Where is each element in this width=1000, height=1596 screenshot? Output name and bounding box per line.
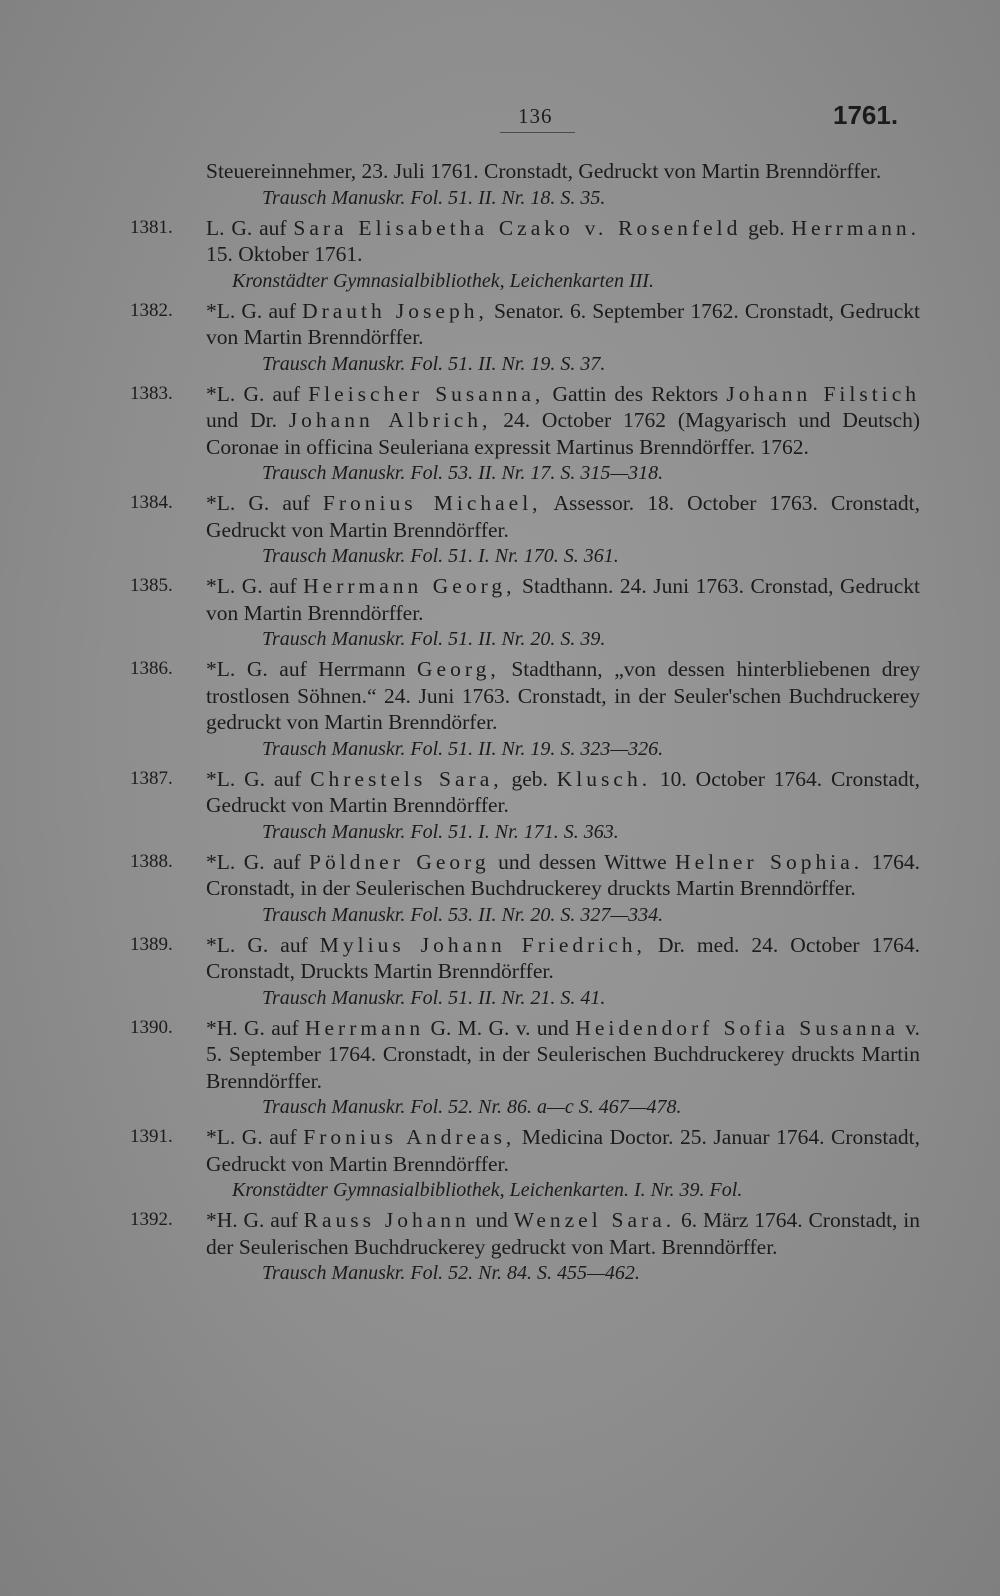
bibliography-entry bbox=[130, 158, 920, 212]
entry-text bbox=[206, 932, 920, 985]
entry-name-spaced: Herrmann bbox=[304, 1015, 425, 1040]
bibliography-entry bbox=[130, 849, 920, 929]
entry-number: 1390. bbox=[130, 1016, 173, 1038]
entry-number: 1388. bbox=[130, 850, 173, 872]
entry-name-spaced: Heidendorf Sofia Susanna bbox=[575, 1015, 899, 1040]
entry-citation: Kronstädter Gymnasialbibliothek, Leichenkarten. I. Nr. 39. Fol. bbox=[232, 1179, 743, 1201]
entry-text-run: Medicina Doctor. 25. Januar 1764. Cronstadt, Gedruckt von Martin Brenndörffer. bbox=[206, 1125, 920, 1176]
entry-name-spaced: Herrmann Georg, bbox=[303, 574, 516, 598]
bibliography-entry bbox=[130, 1124, 920, 1204]
entry-text-run: *L. G. auf bbox=[206, 298, 303, 323]
bibliography-entry bbox=[130, 573, 920, 653]
entry-text bbox=[206, 766, 920, 819]
entry-number: 1382. bbox=[130, 299, 173, 321]
entry-citation: Trausch Manuskr. Fol. 51. II. Nr. 20. S. 39. bbox=[262, 628, 606, 650]
bibliography-entry bbox=[130, 381, 920, 488]
entry-name-spaced: Rauss Johann bbox=[303, 1208, 470, 1232]
entry-text bbox=[206, 381, 920, 461]
entry-text bbox=[206, 849, 920, 902]
entry-number: 1391. bbox=[130, 1126, 173, 1147]
entry-text-run: geb. bbox=[741, 215, 792, 240]
entry-text-run: und Dr. bbox=[206, 408, 289, 432]
entry-text-run: *H. G. auf bbox=[206, 1015, 305, 1040]
entry-citation: Trausch Manuskr. Fol. 52. Nr. 84. S. 455—462. bbox=[262, 1262, 640, 1284]
entry-text-run: Assessor. 18. October 1763. Cronstadt, Gedruckt von Martin Brenndörffer. bbox=[206, 491, 920, 542]
entry-name-spaced: Georg, bbox=[417, 657, 500, 681]
entry-text-run: *L. G. auf Herrmann bbox=[206, 657, 418, 681]
entry-name-spaced: Johann Albrich, bbox=[288, 408, 492, 432]
bibliography-entry bbox=[130, 1015, 920, 1122]
entry-text-run: und bbox=[469, 1208, 514, 1232]
entry-name-spaced: Drauth Joseph, bbox=[302, 298, 488, 323]
entry-text-run: *L. G. auf bbox=[206, 574, 304, 598]
entry-text bbox=[206, 573, 920, 626]
entry-text-run: 24. October 1762 (Magyarisch und Deutsch) Coronae in officina Seuleriana expressit Martinus Brenndörffer. 1762. bbox=[206, 408, 920, 459]
entry-name-spaced: Fleischer Susanna, bbox=[308, 381, 545, 406]
entry-text-run: *L. G. auf bbox=[206, 381, 309, 406]
entry-text-run: Dr. med. 24. October 1764. Cronstadt, Druckts Martin Brenndörffer. bbox=[206, 932, 920, 983]
entry-citation: Trausch Manuskr. Fol. 51. II. Nr. 18. S. 35. bbox=[262, 186, 606, 209]
entry-number: 1386. bbox=[130, 658, 173, 679]
entry-text-run: G. M. G. v. und bbox=[424, 1015, 576, 1040]
entry-text bbox=[206, 1124, 920, 1177]
entry-number: 1384. bbox=[130, 492, 173, 513]
entry-list bbox=[130, 158, 920, 1290]
entry-name-spaced: Fronius Michael, bbox=[322, 491, 542, 515]
entry-name-spaced: Mylius Johann Friedrich, bbox=[319, 932, 646, 957]
entry-text-run: geb. bbox=[502, 766, 557, 791]
page-header bbox=[0, 100, 1000, 140]
entry-name-spaced: Pöldner Georg bbox=[308, 849, 490, 874]
entry-text-run: und dessen Wittwe bbox=[489, 849, 676, 874]
entry-text-run: v. 5. September 1764. Cronstadt, in der Seulerischen Buchdruckerey druckts Martin Brenndörffer. bbox=[206, 1015, 921, 1093]
entry-name-spaced: Sara Elisabetha Czako v. Rosenfeld bbox=[293, 215, 742, 240]
entry-text-run: Senator. 6. September 1762. Cronstadt, Gedruckt von Martin Brenndörffer. bbox=[206, 298, 920, 349]
entry-text-run: *L. G. auf bbox=[206, 766, 311, 791]
entry-text bbox=[206, 656, 920, 736]
entry-citation: Trausch Manuskr. Fol. 51. I. Nr. 171. S. 363. bbox=[262, 820, 619, 843]
bibliography-entry bbox=[130, 490, 920, 570]
bibliography-entry bbox=[130, 766, 920, 846]
entry-text-run: 1764. Cronstadt, in der Seulerischen Buchdruckerey druckts Martin Brenndörffer. bbox=[206, 849, 921, 900]
entry-text-run: *L. G. auf bbox=[206, 932, 320, 957]
bibliography-entry bbox=[130, 1207, 920, 1287]
entry-text-run: *L. G. auf bbox=[206, 849, 309, 874]
entry-name-spaced: Chrestels Sara, bbox=[310, 766, 503, 791]
entry-text-run: Gattin des Rektors bbox=[544, 381, 727, 406]
bibliography-entry bbox=[130, 298, 920, 378]
entry-citation: Trausch Manuskr. Fol. 53. II. Nr. 20. S. 327—334. bbox=[262, 903, 664, 926]
entry-text-run: 6. März 1764. Cronstadt, in der Seulerischen Buchdruckerey gedruckt von Mart. Brenndörffer. bbox=[206, 1208, 921, 1259]
entry-text bbox=[206, 215, 920, 268]
bibliography-entry bbox=[130, 215, 920, 295]
entry-text-run: Steuereinnehmer, 23. Juli 1761. Cronstadt, Gedruckt von Martin Brenndörffer. bbox=[206, 159, 882, 183]
entry-name-spaced: Fronius Andreas, bbox=[303, 1125, 516, 1149]
entry-number: 1387. bbox=[130, 767, 173, 789]
bibliography-entry bbox=[130, 932, 920, 1012]
entry-text bbox=[206, 1207, 920, 1260]
entry-number: 1381. bbox=[130, 216, 173, 238]
entry-citation: Trausch Manuskr. Fol. 52. Nr. 86. a—c S. 467—478. bbox=[262, 1096, 682, 1118]
entry-citation: Trausch Manuskr. Fol. 51. I. Nr. 170. S. 361. bbox=[262, 545, 619, 567]
entry-text-run: Stadthann. 24. Juni 1763. Cronstad, Gedruckt von Martin Brenndörffer. bbox=[206, 574, 920, 625]
entry-text-run: *L. G. auf bbox=[206, 1125, 304, 1149]
entry-citation: Trausch Manuskr. Fol. 51. II. Nr. 21. S. 41. bbox=[262, 986, 606, 1009]
entry-citation: Trausch Manuskr. Fol. 53. II. Nr. 17. S. 315—318. bbox=[262, 462, 664, 484]
entry-text bbox=[206, 490, 920, 543]
entry-text bbox=[206, 158, 920, 185]
entry-text-run: 15. Oktober 1761. bbox=[206, 242, 363, 266]
entry-number: 1383. bbox=[130, 382, 173, 404]
entry-text-run: *H. G. auf bbox=[206, 1208, 304, 1232]
entry-name-spaced: Johann Filstich bbox=[726, 381, 920, 406]
entry-name-spaced: Herrmann. bbox=[791, 215, 920, 240]
page-number: 136 bbox=[518, 104, 553, 128]
entry-citation: Kronstädter Gymnasialbibliothek, Leichenkarten III. bbox=[232, 269, 654, 292]
entry-name-spaced: Helner Sophia. bbox=[675, 849, 864, 874]
entry-number: 1389. bbox=[130, 933, 173, 955]
entry-text-run: L. G. auf bbox=[206, 215, 294, 240]
bibliography-entry bbox=[130, 656, 920, 763]
entry-citation: Trausch Manuskr. Fol. 51. II. Nr. 19. S. 37. bbox=[262, 352, 606, 375]
entry-text-run: 10. October 1764. Cronstadt, Gedruckt von Martin Brenndörffer. bbox=[206, 766, 920, 817]
running-head-year: 1761. bbox=[833, 100, 899, 130]
entry-number: 1392. bbox=[130, 1209, 173, 1230]
entry-name-spaced: Wenzel Sara. bbox=[513, 1208, 676, 1232]
entry-number: 1385. bbox=[130, 575, 173, 596]
entry-text-run: Stadthann, „von dessen hinterbliebenen drey trostlosen Söhnen.“ 24. Juni 1763. Cronstadt, in der Seuler'schen Buchdruckerey gedruckt von Martin Brenndörfer. bbox=[206, 657, 920, 734]
entry-text-run: *L. G. auf bbox=[206, 491, 323, 515]
entry-text bbox=[206, 298, 920, 351]
entry-citation: Trausch Manuskr. Fol. 51. II. Nr. 19. S. 323—326. bbox=[262, 737, 664, 760]
entry-name-spaced: Klusch. bbox=[556, 766, 652, 791]
entry-text bbox=[206, 1015, 920, 1095]
